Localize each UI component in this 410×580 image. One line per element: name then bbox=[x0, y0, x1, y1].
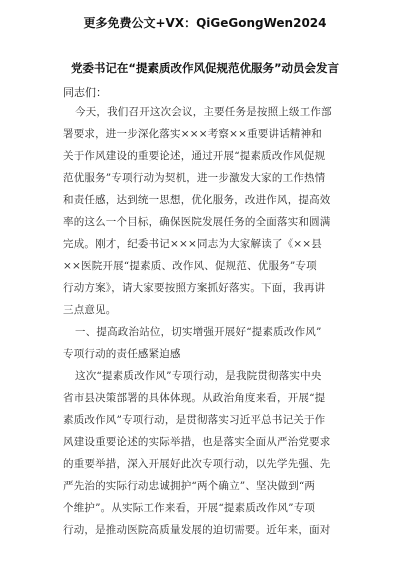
body-line: 严先治的实际行动忠诚拥护“两个确立”、坚决做到“两 bbox=[63, 480, 316, 492]
document-title: 党委书记在“提素质改作风促规范优服务”动员会发言 bbox=[70, 61, 340, 75]
body-line: 素质改作风”专项行动，是贯彻落实习近平总书记关于作 bbox=[63, 414, 326, 426]
body-line: 省市县决策部署的具体体现。从政治角度来看，开展“提 bbox=[63, 392, 326, 404]
section-heading: 一、提高政治站位，切实增强开展好“提素质改作风” bbox=[75, 326, 322, 338]
section-heading: 专项行动的责任感紧迫感 bbox=[63, 348, 181, 360]
body-line: 三点意见。 bbox=[63, 304, 117, 316]
body-line: 署要求，进一步深化落实×××考察××重要讲话精神和 bbox=[63, 128, 322, 140]
salutation: 同志们： bbox=[63, 86, 107, 99]
body-line: 个维护”。从实际工作来看，开展“提素质改作风”专项 bbox=[63, 502, 316, 514]
body-line: 今天，我们召开这次会议，主要任务是按照上级工作部 bbox=[75, 106, 332, 118]
body-line: 的重要举措，深入开展好此次专项行动，以先学先强、先 bbox=[63, 458, 331, 470]
body-line: 行动方案》，请大家要按照方案抓好落实。下面，我再讲 bbox=[63, 282, 326, 294]
body-line: 率的这么一个目标，确保医院发展任务的全面落实和圆满 bbox=[63, 216, 331, 228]
body-line: 这次“提素质改作风”专项行动，是我院贯彻落实中央 bbox=[75, 370, 322, 382]
promo-banner: 更多免费公文+VX：QiGeGongWen2024 bbox=[83, 16, 327, 30]
body-line: 完成。刚才，纪委书记×××同志为大家解读了《××县 bbox=[63, 238, 322, 250]
body-line: 关于作风建设的重要论述，通过开展“提素质改作风促规 bbox=[63, 150, 326, 162]
body-line: 行动，是推动医院高质量发展的迫切需要。近年来，面对 bbox=[63, 524, 331, 536]
body-line: 风建设重要论述的实际举措，也是落实全面从严治党要求 bbox=[63, 436, 331, 448]
body-line: ××医院开展“提素质、改作风、促规范、优服务”专项 bbox=[63, 260, 317, 272]
body-line: 和责任感，达到统一思想，优化服务，改进作风，提高效 bbox=[63, 194, 331, 206]
body-line: 范优服务”专项行动为契机，进一步激发大家的工作热情 bbox=[63, 172, 326, 184]
